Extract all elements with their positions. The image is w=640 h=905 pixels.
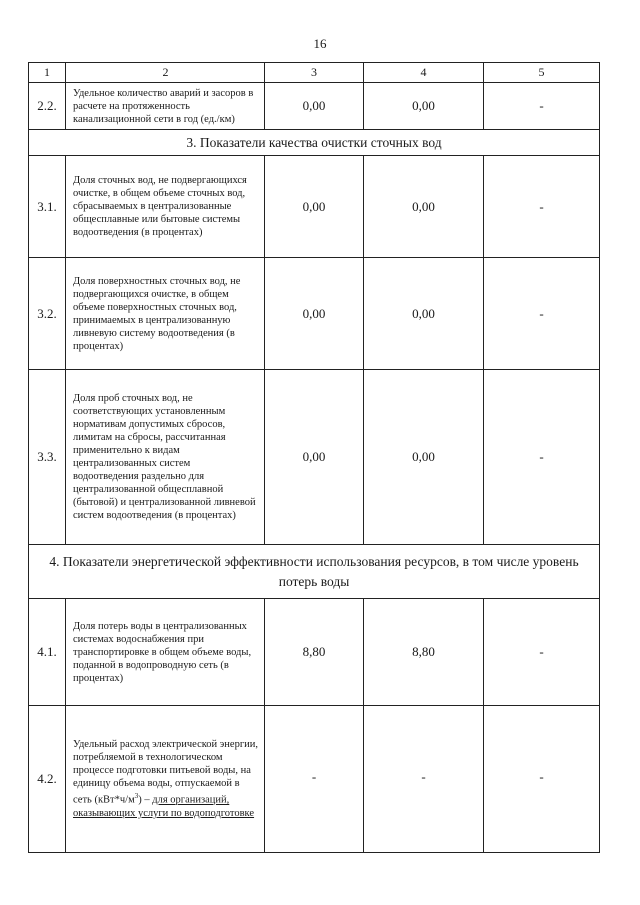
indicator-text: Удельный расход электрической энергии, потребляемой в технологическом процессе подготовки питьевой воды, на единицу объема воды, отпускаемой в сеть (кВт*ч/м <box>73 739 259 806</box>
row-number: 4.2. <box>37 771 57 786</box>
value-col-5: - <box>483 83 599 129</box>
value-col-4: 8,80 <box>363 599 483 705</box>
table-row <box>29 369 599 544</box>
value-col-3: 0,00 <box>264 370 363 544</box>
value-col-3: 0,00 <box>264 83 363 129</box>
table-row <box>29 257 599 369</box>
table-header-row <box>29 63 599 82</box>
indicator-name: Доля потерь воды в централизованных системах водоснабжения при транспортировке в общем объеме воды, поданной в водопроводную сеть (в процентах) <box>65 599 264 705</box>
value-col-3: 8,80 <box>264 599 363 705</box>
value-col-5: - <box>483 370 599 544</box>
section-row <box>29 129 599 155</box>
section-4-title: 4. Показатели энергетической эффективности использования ресурсов, в том числе уровень потерь воды <box>49 553 579 589</box>
indicator-name: Удельное количество аварий и засоров в расчете на протяженность канализационной сети в год (ед./км) <box>65 83 264 129</box>
indicator-text-underlined: для организаций, оказывающих услуги по водоподготовке <box>73 794 255 819</box>
value-col-4: 0,00 <box>363 156 483 257</box>
indicator-name: Доля сточных вод, не подвергающихся очистке, в общем объеме сточных вод, сбрасываемых в централизованные общесплавные или бытовые системы водоотведения (в процентах) <box>65 156 264 257</box>
value-col-5: - <box>483 706 599 852</box>
indicator-text-close: ) – <box>138 794 153 806</box>
row-number: 3.3. <box>37 449 57 464</box>
value-col-4: 0,00 <box>363 258 483 369</box>
value-col-3: - <box>264 706 363 852</box>
indicator-name: Доля проб сточных вод, не соответствующих установленным нормативам допустимых сбросов, лимитам на сбросы, рассчитанная применительно к видам централизованных систем водоотведения раздельно для централизованной общесплавной (бытовой) и централизованной ливневой систем водоотведения (в процентах) <box>65 370 264 544</box>
section-3-title: 3. Показатели качества очистки сточных вод <box>186 134 442 150</box>
value-col-4: 0,00 <box>363 370 483 544</box>
page-number: 16 <box>313 36 327 51</box>
indicator-name: Доля поверхностных сточных вод, не подвергающихся очистке, в общем объеме поверхностных сточных вод, принимаемых в централизованную ливневую систему водоотведения (в процентах) <box>65 258 264 369</box>
value-col-5: - <box>483 156 599 257</box>
value-col-3: 0,00 <box>264 258 363 369</box>
section-row <box>29 544 599 598</box>
header-col-5: 5 <box>483 63 599 82</box>
value-col-4: - <box>363 706 483 852</box>
header-col-1: 1 <box>44 65 50 79</box>
value-col-5: - <box>483 258 599 369</box>
header-col-4: 4 <box>363 63 483 82</box>
table-row <box>29 598 599 705</box>
row-number: 4.1. <box>37 644 57 659</box>
row-number: 3.1. <box>37 198 57 214</box>
header-col-2: 2 <box>65 63 264 82</box>
table-row <box>29 155 599 257</box>
indicator-name <box>65 706 264 852</box>
row-number: 2.2. <box>37 98 57 113</box>
table-row <box>29 705 599 852</box>
value-col-3: 0,00 <box>264 156 363 257</box>
header-col-3: 3 <box>264 63 363 82</box>
indicators-table <box>28 62 600 853</box>
row-number: 3.2. <box>37 305 57 321</box>
superscript: 3 <box>134 792 139 801</box>
value-col-5: - <box>483 599 599 705</box>
value-col-4: 0,00 <box>363 83 483 129</box>
table-row <box>29 82 599 129</box>
